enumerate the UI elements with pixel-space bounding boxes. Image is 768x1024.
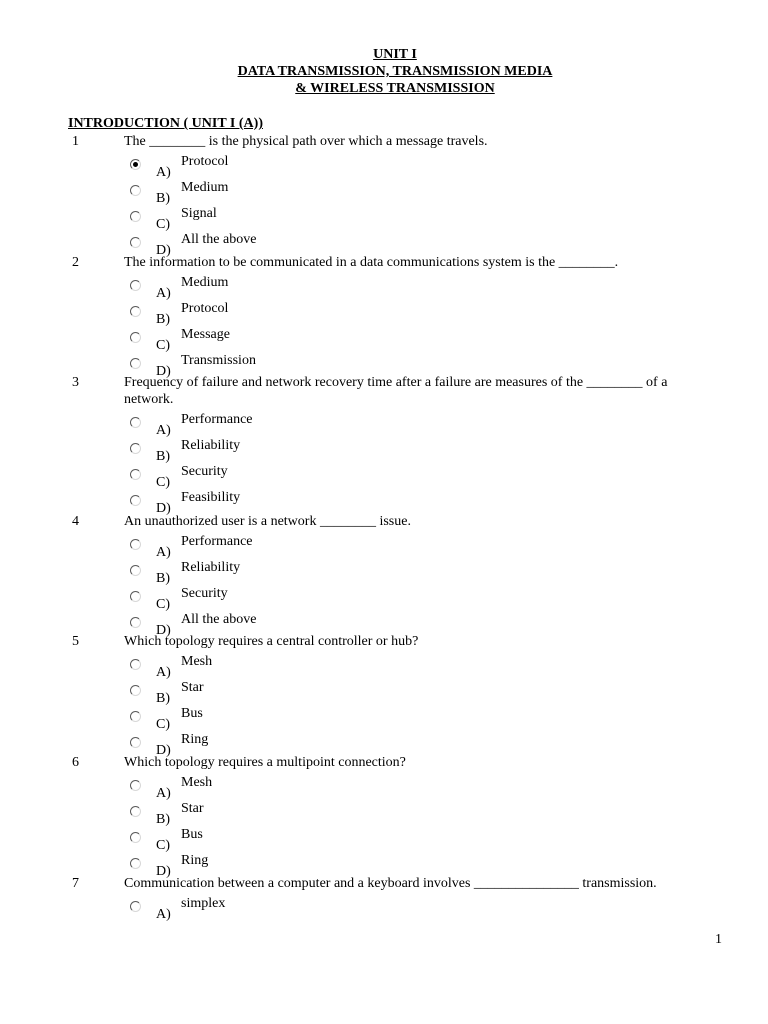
question-number: 6 [72,755,79,770]
radio-unchecked-icon[interactable] [130,237,141,248]
radio-unchecked-icon[interactable] [130,711,141,722]
page-number: 1 [715,932,722,947]
unit-title: UNIT I [373,47,417,62]
question-text: Communication between a computer and a keyboard involves _______________ transmission. [124,876,657,891]
option-text: Security [181,464,228,479]
radio-unchecked-icon[interactable] [130,417,141,428]
option-text: Message [181,327,230,342]
option-letter: A) [156,786,171,801]
radio-unchecked-icon[interactable] [130,495,141,506]
option-2-b[interactable] [130,301,430,331]
radio-unchecked-icon[interactable] [130,591,141,602]
option-text: Bus [181,706,203,721]
option-3-b[interactable] [130,438,430,468]
radio-checked-icon[interactable] [130,159,141,170]
option-letter: D) [156,864,171,879]
option-text: Security [181,586,228,601]
question-number: 1 [72,134,79,149]
option-text: Mesh [181,775,213,790]
option-6-b[interactable] [130,801,430,831]
radio-unchecked-icon[interactable] [130,211,141,222]
option-text: Reliability [181,560,241,575]
option-text: Medium [181,275,229,290]
option-text: Star [181,801,204,816]
option-2-c[interactable] [130,327,430,357]
option-letter: C) [156,217,170,232]
radio-unchecked-icon[interactable] [130,832,141,843]
question-text: Which topology requires a multipoint connection? [124,755,406,770]
option-2-a[interactable] [130,275,430,305]
option-text: Performance [181,534,253,549]
question-text: Which topology requires a central controller or hub? [124,634,419,649]
radio-unchecked-icon[interactable] [130,685,141,696]
question-number: 3 [72,375,79,390]
option-letter: A) [156,286,171,301]
option-3-a[interactable] [130,412,430,442]
unit-subtitle: DATA TRANSMISSION, TRANSMISSION MEDIA [237,64,553,79]
radio-unchecked-icon[interactable] [130,332,141,343]
option-5-b[interactable] [130,680,430,710]
option-letter: D) [156,364,171,379]
option-text: Feasibility [181,490,241,505]
option-text: Performance [181,412,253,427]
option-text: Protocol [181,301,229,316]
option-1-a[interactable] [130,154,430,184]
option-letter: B) [156,191,170,206]
radio-unchecked-icon[interactable] [130,280,141,291]
option-letter: D) [156,243,171,258]
option-text: Medium [181,180,229,195]
option-letter: A) [156,907,171,922]
option-4-b[interactable] [130,560,430,590]
question-text: An unauthorized user is a network ________ issue. [124,514,411,529]
option-letter: A) [156,665,171,680]
option-text: Star [181,680,204,695]
question-text: The information to be communicated in a data communications system is the ________. [124,255,619,270]
section-title: INTRODUCTION ( UNIT I (A)) [68,116,263,131]
option-letter: C) [156,838,170,853]
option-3-c[interactable] [130,464,430,494]
option-7-a[interactable] [130,896,430,926]
option-text: Signal [181,206,217,221]
option-6-c[interactable] [130,827,430,857]
radio-unchecked-icon[interactable] [130,185,141,196]
option-4-c[interactable] [130,586,430,616]
radio-unchecked-icon[interactable] [130,901,141,912]
option-4-a[interactable] [130,534,430,564]
option-text: Mesh [181,654,213,669]
option-text: Bus [181,827,203,842]
page-header [0,46,768,97]
option-text: Transmission [181,353,256,368]
option-text: simplex [181,896,226,911]
option-letter: A) [156,423,171,438]
question-text: Frequency of failure and network recovery time after a failure are measures of the ________ of a network. [124,375,668,407]
radio-unchecked-icon[interactable] [130,358,141,369]
option-text: All the above [181,232,257,247]
option-letter: A) [156,545,171,560]
option-letter: B) [156,312,170,327]
option-letter: B) [156,571,170,586]
option-text: All the above [181,612,257,627]
option-6-a[interactable] [130,775,430,805]
option-letter: D) [156,623,171,638]
option-letter: B) [156,691,170,706]
radio-unchecked-icon[interactable] [130,806,141,817]
radio-unchecked-icon[interactable] [130,443,141,454]
question-number: 5 [72,634,79,649]
option-1-c[interactable] [130,206,430,236]
radio-unchecked-icon[interactable] [130,659,141,670]
option-letter: D) [156,743,171,758]
option-text: Protocol [181,154,229,169]
radio-unchecked-icon[interactable] [130,306,141,317]
option-text: Reliability [181,438,241,453]
option-letter: C) [156,338,170,353]
option-letter: B) [156,812,170,827]
option-letter: C) [156,597,170,612]
option-letter: C) [156,717,170,732]
radio-unchecked-icon[interactable] [130,737,141,748]
radio-unchecked-icon[interactable] [130,469,141,480]
radio-unchecked-icon[interactable] [130,565,141,576]
option-letter: D) [156,501,171,516]
option-5-a[interactable] [130,654,430,684]
question-number: 4 [72,514,79,529]
option-text: Ring [181,732,209,747]
radio-unchecked-icon[interactable] [130,539,141,550]
question-number: 2 [72,255,79,270]
question-text: The ________ is the physical path over which a message travels. [124,134,488,149]
option-1-b[interactable] [130,180,430,210]
option-5-c[interactable] [130,706,430,736]
option-letter: B) [156,449,170,464]
option-text: Ring [181,853,209,868]
question-number: 7 [72,876,79,891]
radio-unchecked-icon[interactable] [130,617,141,628]
option-letter: C) [156,475,170,490]
radio-unchecked-icon[interactable] [130,858,141,869]
radio-unchecked-icon[interactable] [130,780,141,791]
option-letter: A) [156,165,171,180]
unit-subtitle-2: & WIRELESS TRANSMISSION [295,81,495,96]
